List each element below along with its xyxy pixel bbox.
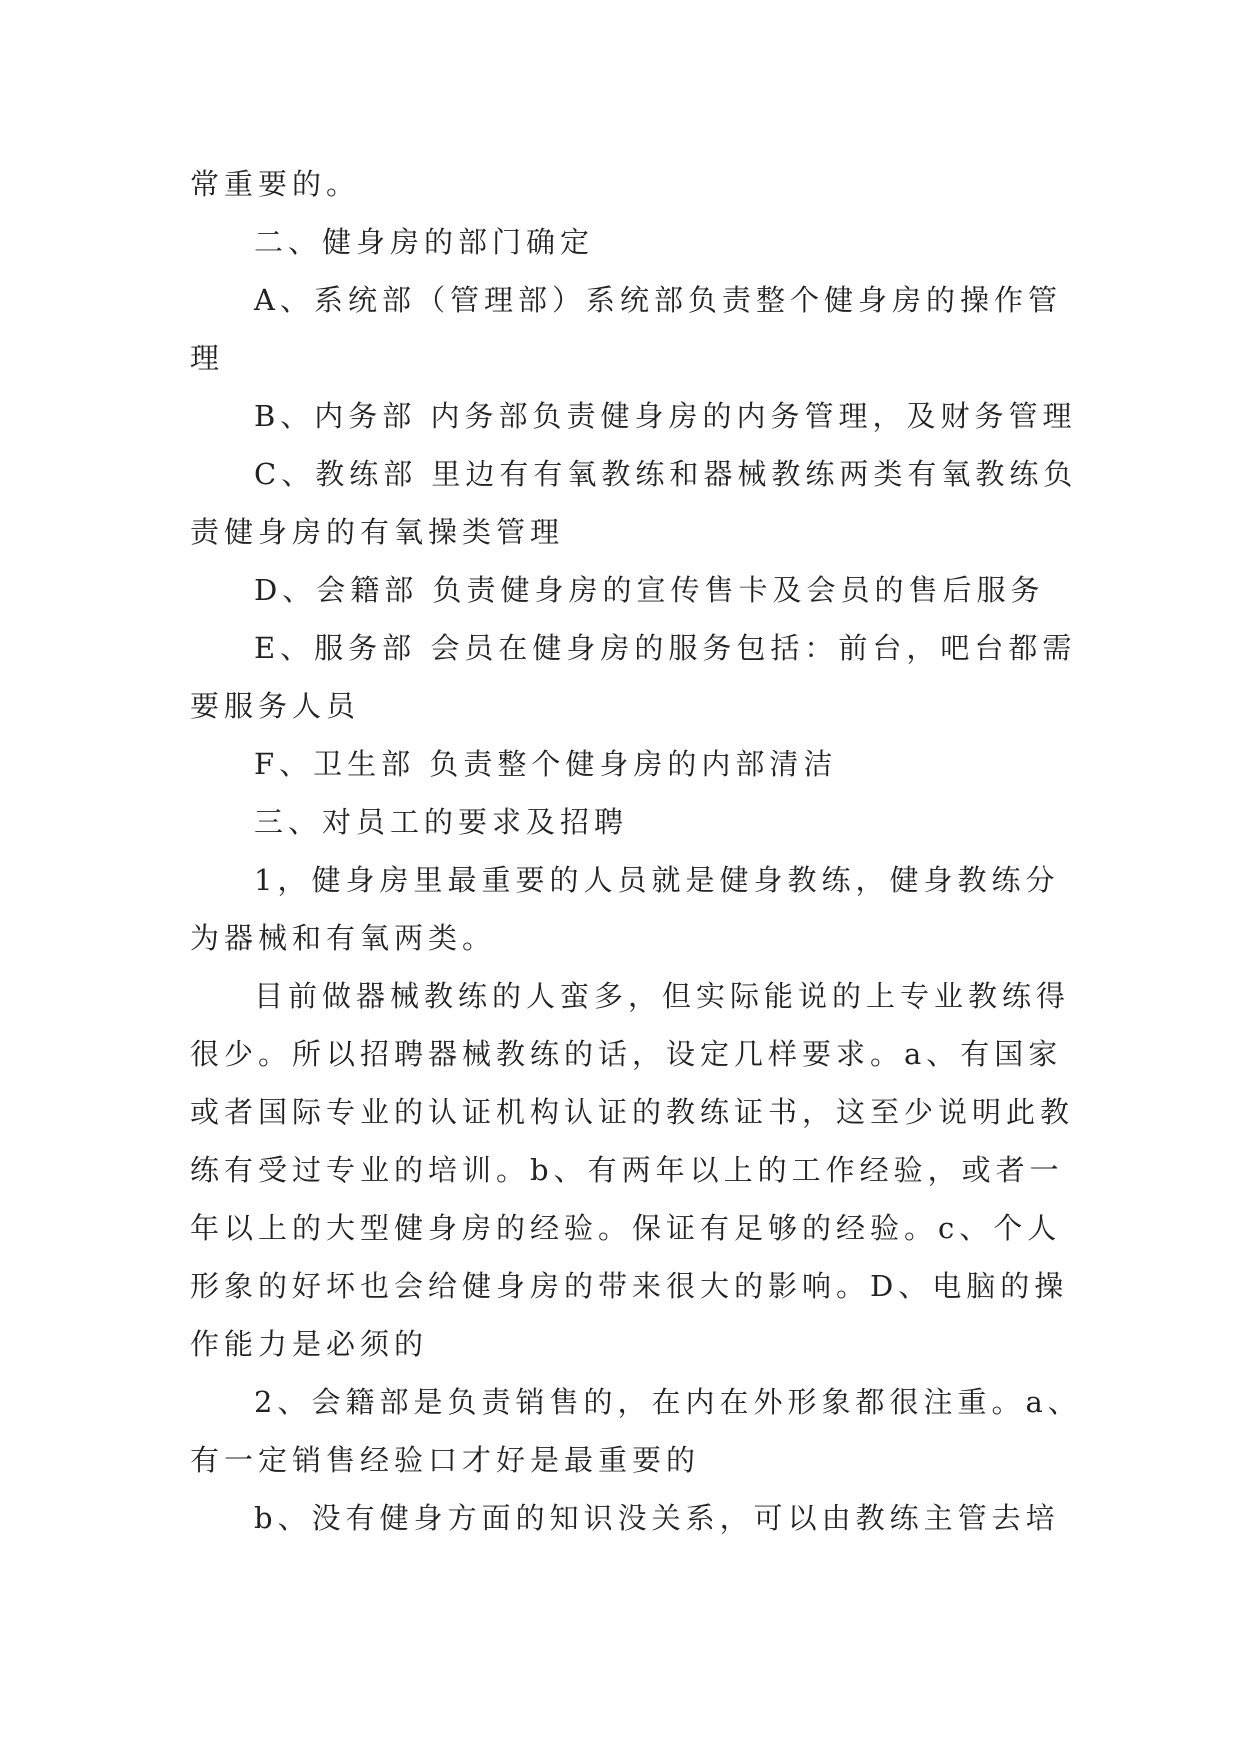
text-line: D、会籍部 负责健身房的宣传售卡及会员的售后服务 [254, 573, 1045, 607]
text-line: 很少。所以招聘器械教练的话，设定几样要求。a、有国家 [190, 1037, 1063, 1071]
section-heading: 二、健身房的部门确定 [254, 225, 595, 259]
text-line: A、系统部（管理部）系统部负责整个健身房的操作管 [254, 283, 1062, 317]
text-line: 常重要的。 [190, 167, 361, 201]
text-line: 责健身房的有氧操类管理 [190, 515, 565, 549]
text-line: b、没有健身方面的知识没关系，可以由教练主管去培 [254, 1501, 1060, 1535]
text-line: 目前做器械教练的人蛮多，但实际能说的上专业教练得 [254, 979, 1071, 1013]
text-line: 或者国际专业的认证机构认证的教练证书，这至少说明此教 [190, 1095, 1075, 1129]
text-line: 练有受过专业的培训。b、有两年以上的工作经验，或者一 [190, 1153, 1064, 1187]
text-line: 要服务人员 [190, 689, 361, 723]
text-line: C、教练部 里边有有氧教练和器械教练两类有氧教练负 [254, 457, 1078, 491]
text-line: 为器械和有氧两类。 [190, 921, 497, 955]
text-line: 形象的好坏也会给健身房的带来很大的影响。D、电脑的操 [190, 1269, 1069, 1303]
text-line: F、卫生部 负责整个健身房的内部清洁 [254, 747, 838, 781]
text-line: 理 [190, 341, 225, 375]
text-line: E、服务部 会员在健身房的服务包括：前台，吧台都需 [254, 631, 1077, 665]
text-line: 年以上的大型健身房的经验。保证有足够的经验。c、个人 [190, 1211, 1062, 1245]
text-line: 作能力是必须的 [190, 1327, 429, 1361]
text-line: 有一定销售经验口才好是最重要的 [190, 1443, 701, 1477]
document-body [190, 155, 1082, 1547]
section-heading: 三、对员工的要求及招聘 [254, 805, 629, 839]
text-line: 1，健身房里最重要的人员就是健身教练，健身教练分 [254, 863, 1060, 897]
text-line: B、内务部 内务部负责健身房的内务管理，及财务管理 [254, 399, 1077, 433]
text-line: 2、会籍部是负责销售的，在内在外形象都很注重。a、 [254, 1385, 1082, 1419]
